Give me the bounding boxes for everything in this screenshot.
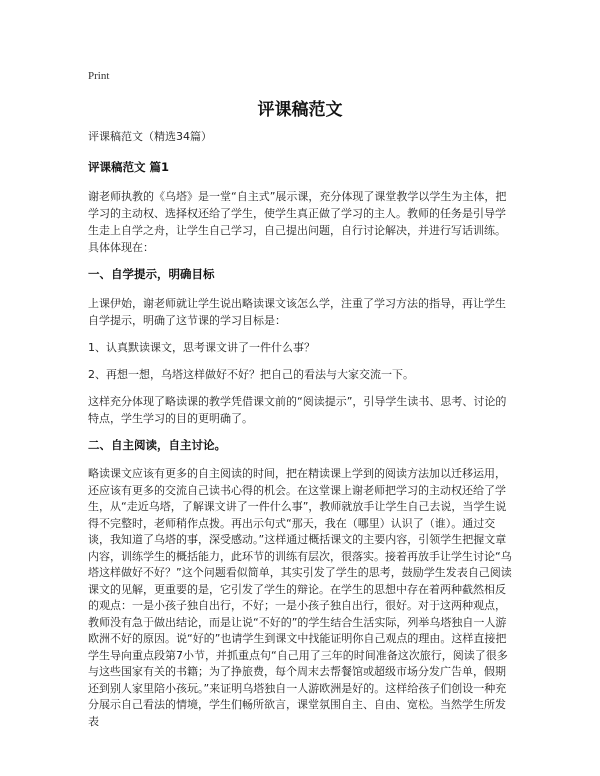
section1-paragraph: 上课伊始，谢老师就让学生说出略读课文该怎么学，注重了学习方法的指导，再让学生自学提示，明确了这节课的学习目标是： [88,297,506,327]
page-title: 评课稿范文 [257,100,343,120]
document-body [88,128,516,730]
article-heading: 评课稿范文 篇1 [88,160,170,174]
section1-heading: 一、自学提示，明确目标 [88,267,215,281]
intro-paragraph: 谢老师执教的《乌塔》是一堂“自主式”展示课，充分体现了课堂教学以学生为主体，把学习的主动权、选择权还给了学生，使学生真正做了学习的主人。教师的任务是引导学生走上自学之舟，让学生自己学习，自己提出问题，自行讨论解决，并进行写话训练。具体体现在： [88,190,507,254]
section1-item-1: 1、认真默读课文，思考课文讲了一件什么事？ [88,341,315,354]
section2-paragraph: 略读课文应该有更多的自主阅读的时间，把在精读课上学到的阅读方法加以迁移运用，还应该有更多的交流自己读书心得的机会。在这堂课上谢老师把学习的主动权还给了学生，从“走近乌塔，了解课文讲了一件什么事”，教师就放手让学生自己去说，当学生说得不完整时，老师稍作点拨。再出示句式“那天，我在（哪里）认识了（谁）。通过交谈，我知道了乌塔的事，深受感动。”这样通过概括课文的主要内容，引领学生把握文章内容，训练学生的概括能力，此环节的训练有层次，很落实。接着再放手让学生讨论“乌塔这样做好不好？”这个问题看似简单，其实引发了学生的思考，鼓励学生发表自己阅读课文的见解，更重要的是，它引发了学生的辩论。在学生的思想中存在着两种截然相反的观点：一是小孩子独自出行，不好；一是小孩子独自出行，很好。对于这两种观点，教师没有急于做出结论，而是让说“不好的”的学生结合生活实际，列举乌塔独自一人游欧洲不好的原因。说“好的”也请学生到课文中找能证明你自己观点的理由。这样直接把学生导向重点段第7小节，并抓重点句“自己用了三年的时间准备这次旅行，阅读了很多与这些国家有关的书籍；为了挣旅费，每个周末去帮餐馆或超级市场分发广告单，假期还到别人家里陪小孩玩。”来证明乌塔独自一人游欧洲是好的。这样给孩子们创设一种充分展示自己看法的情境，学生们畅所欲言，课堂氛围自主、自由、宽松。当然学生所发表 [88,467,512,728]
section1-item-2: 2、再想一想，乌塔这样做好不好？把自己的看法与大家交流一下。 [88,368,414,381]
section2-heading: 二、自主阅读，自主讨论。 [88,438,226,452]
document-subtitle: 评课稿范文（精选34篇） [88,130,212,143]
print-label: Print [88,70,110,82]
section1-summary: 这样充分体现了略读课的教学凭借课文前的“阅读提示”，引导学生读书、思考、讨论的特点，学生学习的目的更明确了。 [88,395,507,425]
